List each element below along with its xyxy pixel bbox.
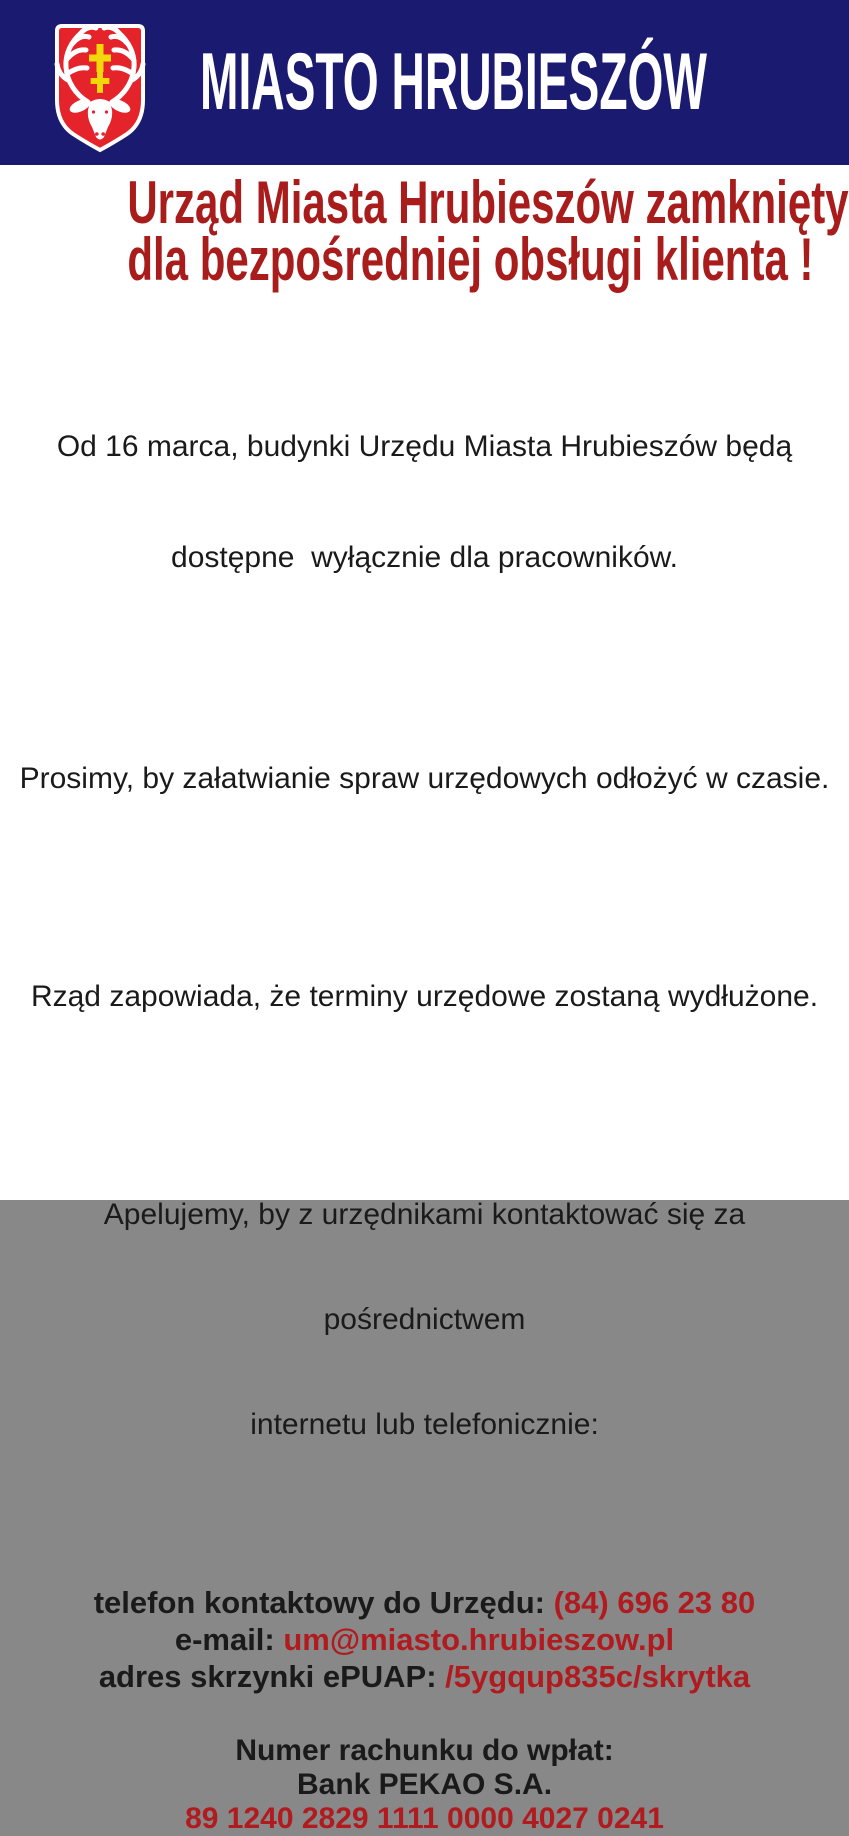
- coat-of-arms-icon: [48, 22, 152, 156]
- body-text-line: Od 16 marca, budynki Urzędu Miasta Hrubieszów będą: [56, 430, 793, 463]
- header-banner: [0, 0, 849, 165]
- bank-title: Numer rachunku do wpłat:: [235, 1734, 614, 1767]
- body-text-line: Apelujemy, by z urzędnikami kontaktować się za: [103, 1198, 746, 1231]
- bank-block: [0, 1734, 849, 1836]
- paragraph-contact-appeal: [0, 1127, 849, 1512]
- phone-label: telefon kontaktowy do Urzędu:: [93, 1585, 545, 1620]
- bank-account-number: 89 1240 2829 1111 0000 4027 0241: [185, 1802, 664, 1835]
- paragraph-deadlines-extended: [0, 904, 849, 1089]
- phone-line: [0, 1584, 849, 1621]
- body-text-line: pośrednictwem: [323, 1303, 526, 1336]
- email-line: [0, 1621, 849, 1658]
- alert-line2: dla bezpośredniej obsługi klienta !: [127, 226, 814, 293]
- contact-block: [0, 1584, 849, 1695]
- email-address: um@miasto.hrubieszow.pl: [283, 1622, 675, 1657]
- phone-number: (84) 696 23 80: [553, 1585, 756, 1620]
- body-text-line: Rząd zapowiada, że terminy urzędowe zostaną wydłużone.: [30, 980, 819, 1013]
- email-label: e-mail:: [174, 1622, 275, 1657]
- epuap-line: [0, 1658, 849, 1695]
- bank-name: Bank PEKAO S.A.: [296, 1768, 553, 1801]
- body-text-line: Prosimy, by załatwianie spraw urzędowych odłożyć w czasie.: [19, 762, 830, 795]
- epuap-address: /5ygqup835c/skrytka: [445, 1659, 751, 1694]
- paragraph-postpone-request: [0, 686, 849, 871]
- city-title: MIASTO HRUBIESZÓW: [200, 37, 708, 127]
- alert-heading: [127, 169, 849, 293]
- body-text-line: internetu lub telefonicznie:: [250, 1408, 599, 1441]
- body-text-line: dostępne wyłącznie dla pracowników.: [171, 541, 678, 574]
- paragraph-opening-date: [0, 354, 849, 650]
- epuap-label: adres skrzynki ePUAP:: [98, 1659, 437, 1694]
- alert-line1: Urząd Miasta Hrubieszów zamknięty: [127, 169, 849, 236]
